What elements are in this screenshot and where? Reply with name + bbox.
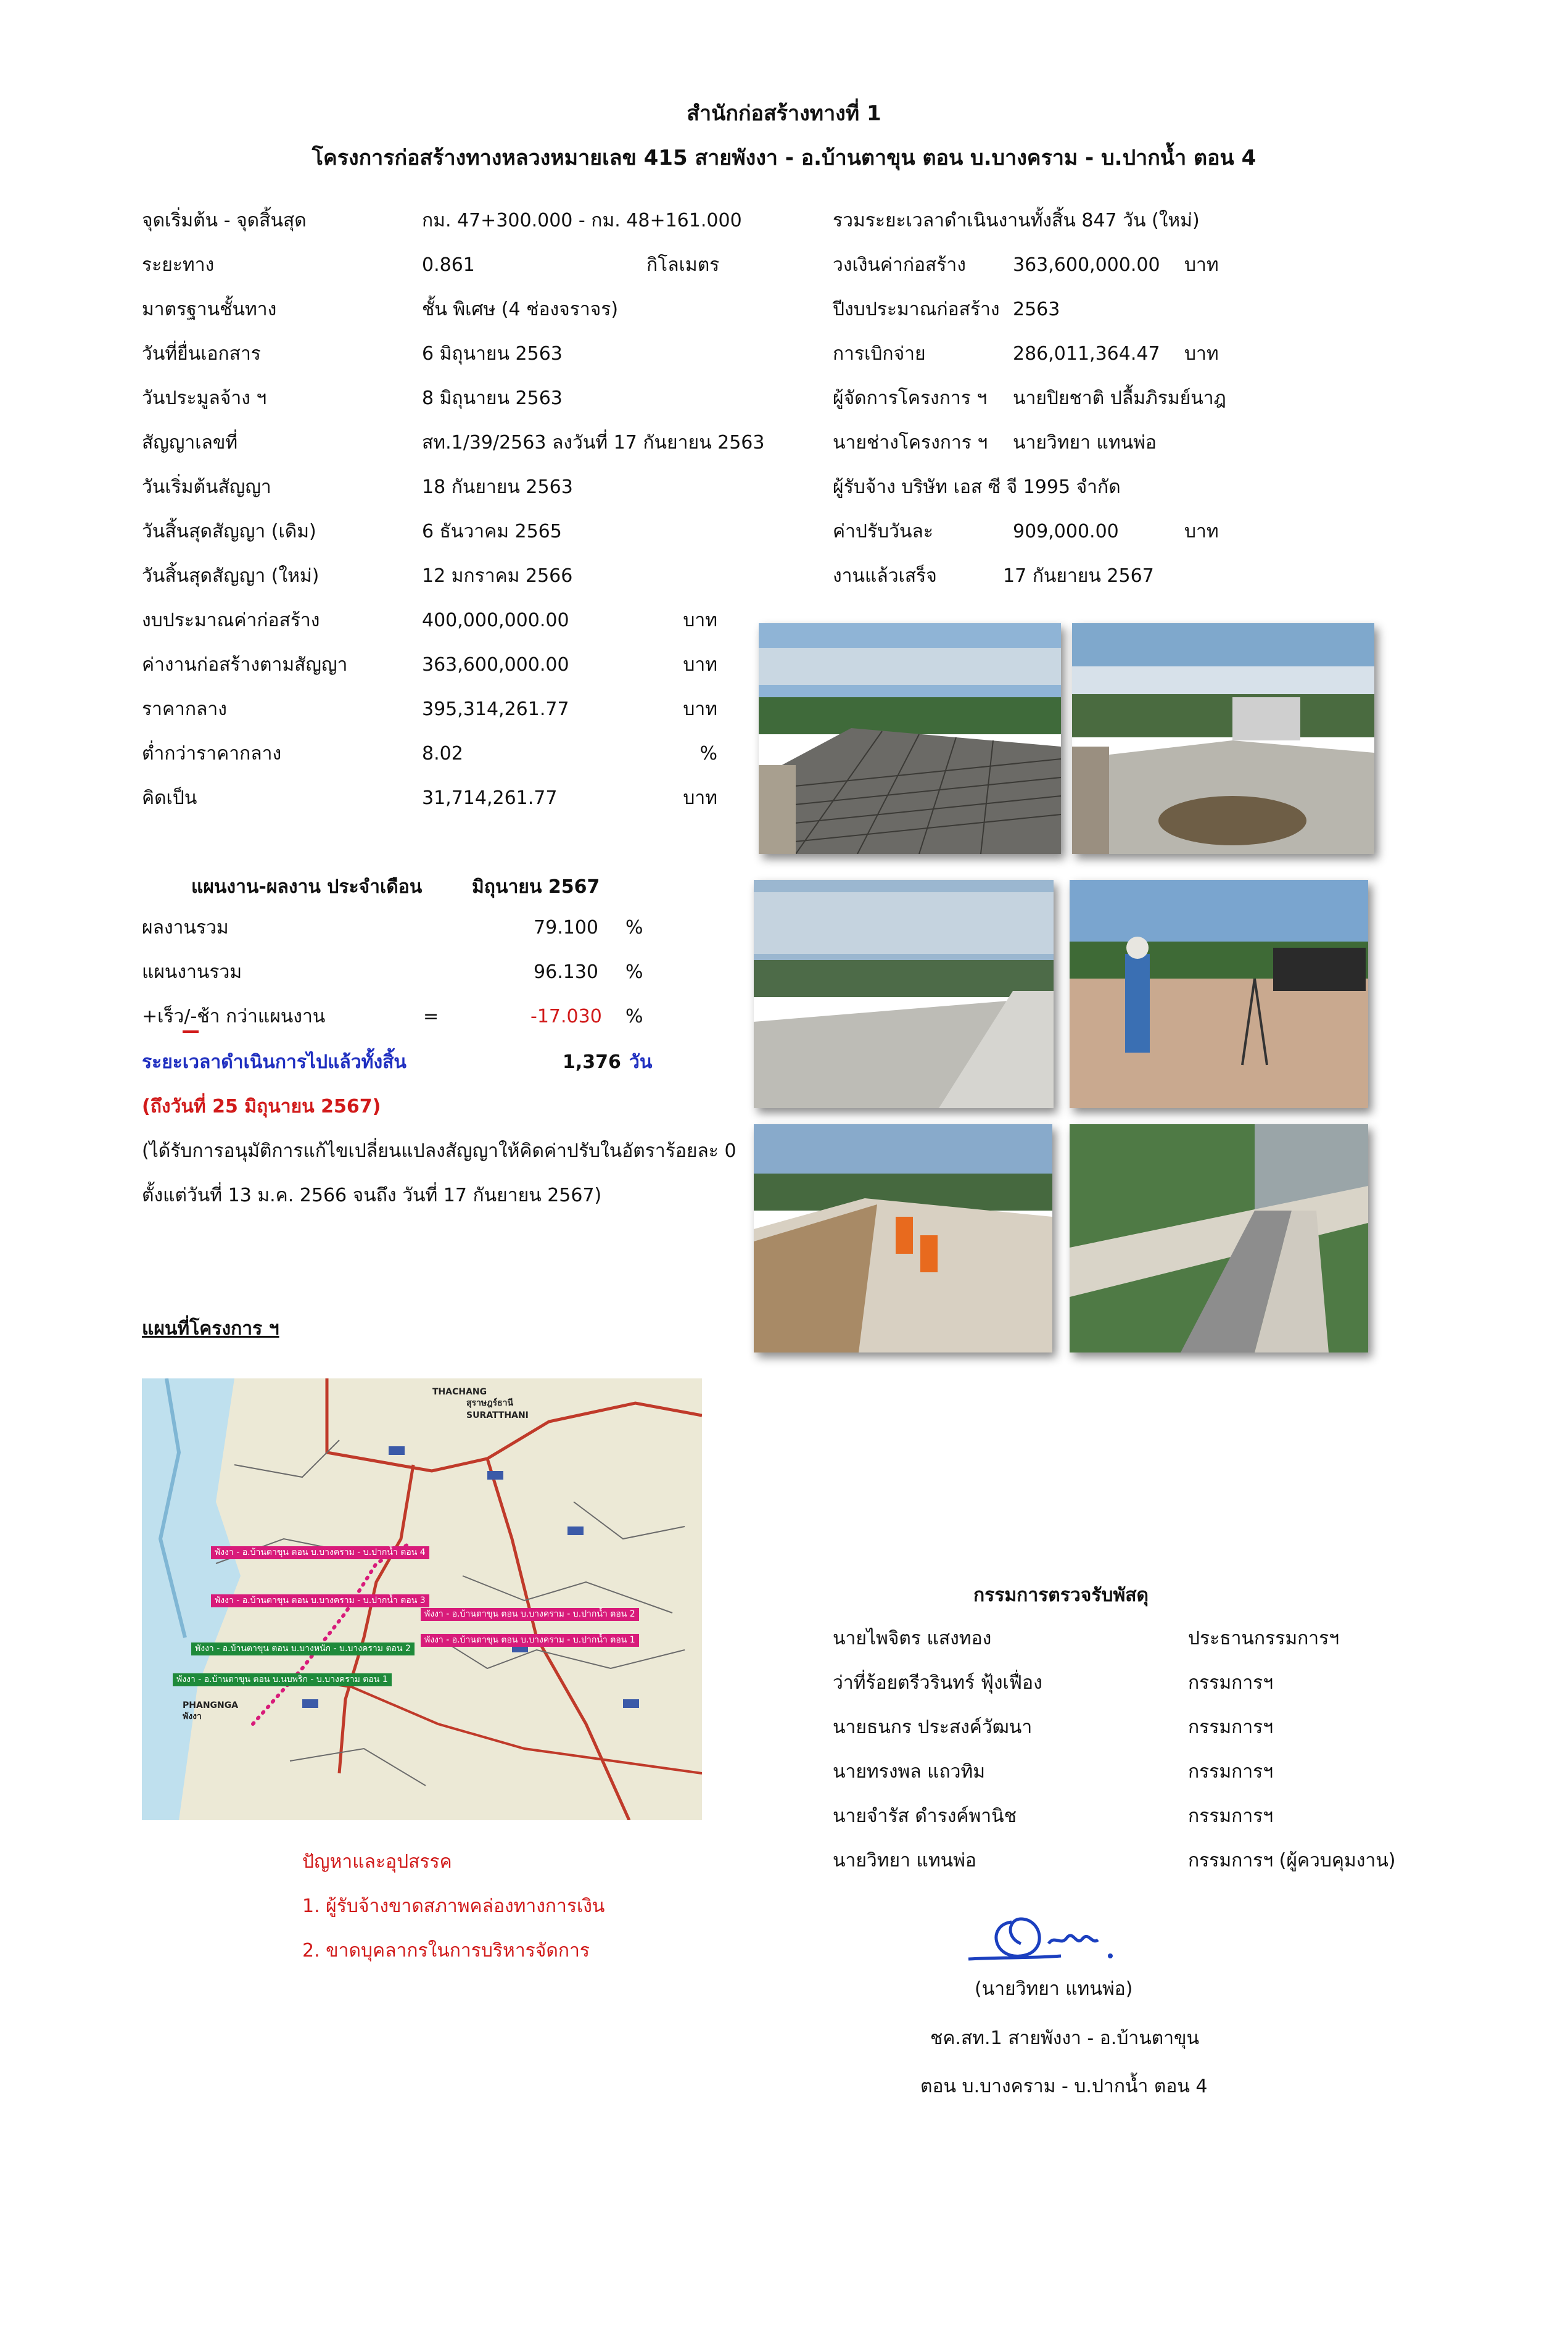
map-place-3: PHANGNGA [183,1700,239,1710]
progress-row-value: 79.100 [534,917,598,938]
committee-member-name: นายจำรัส ดำรงค์พานิช [833,1805,1017,1827]
map-place-0: THACHANG [432,1387,487,1397]
problems-title: ปัญหาและอุปสรรค [302,1851,452,1873]
signature-mark [962,1900,1147,1974]
right-info-unit: บาท [1184,521,1219,542]
project-map [142,1378,702,1820]
left-info-value: 6 ธันวาคม 2565 [422,521,562,542]
right-info-value: 909,000.00 [1013,521,1119,542]
left-info-label: ระยะทาง [142,254,215,276]
progress-row-eq: = [423,1006,439,1027]
left-info-label: คิดเป็น [142,787,197,809]
left-info-label: สัญญาเลขที่ [142,432,238,454]
progress-row-label: แผนงานรวม [142,961,242,983]
left-info-unit: บาท [683,698,717,720]
photo-aerial-view [1070,1124,1368,1352]
map-section-label: พังงา - อ.บ้านตาขุน ตอน บ.บางคราม - บ.ปากน้ำ ตอน 3 [211,1594,429,1607]
left-info-label: วันที่ยื่นเอกสาร [142,343,261,365]
progress-row-unit: % [625,961,643,983]
progress-row-unit: % [625,917,643,938]
left-info-label: ราคากลาง [142,698,227,720]
left-info-label: วันประมูลจ้าง ฯ [142,387,267,409]
slow-underline-mark [183,1030,199,1033]
map-section-label: พังงา - อ.บ้านตาขุน ตอน บ.นบพริก - บ.บางคราม ตอน 1 [173,1673,392,1686]
right-info-value: 2563 [1013,299,1060,320]
map-place-1: สุราษฎร์ธานี [466,1398,514,1408]
committee-title: กรรมการตรวจรับพัสดุ [973,1584,1149,1606]
as-of-date: (ถึงวันที่ 25 มิถุนายน 2567) [142,1096,381,1117]
map-place-4: พังงา [183,1712,202,1721]
right-info-label: ค่าปรับวันละ [833,521,933,542]
right-info-value: 363,600,000.00 [1013,254,1160,276]
right-info-label: นายช่างโครงการ ฯ [833,432,988,454]
left-info-value: 31,714,261.77 [422,787,558,809]
right-info-label: วงเงินค่าก่อสร้าง [833,254,966,276]
elapsed-value: 1,376 [563,1051,621,1073]
committee-member-name: ว่าที่ร้อยตรีวรินทร์ ฟุ้งเฟื่อง [833,1672,1042,1694]
office-title: สำนักก่อสร้างทางที่ 1 [687,101,881,126]
left-info-value: 0.861 [422,254,475,276]
right-info-label: ผู้รับจ้าง บริษัท เอส ซี จี 1995 จำกัด [833,476,1121,498]
photo-finished-deck [754,880,1054,1108]
right-info-value: นายปิยชาติ ปลื้มภิรมย์นาฎ [1013,387,1226,409]
map-section-label: พังงา - อ.บ้านตาขุน ตอน บ.บางคราม - บ.ปากน้ำ ตอน 1 [421,1634,639,1647]
progress-row-label: +เร็ว/-ช้า กว่าแผนงาน [142,1006,326,1027]
elapsed-unit: วัน [629,1051,653,1073]
right-info-label: การเบิกจ่าย [833,343,926,365]
left-info-unit: บาท [683,787,717,809]
right-info-unit: บาท [1184,254,1219,276]
left-info-label: วันสิ้นสุดสัญญา (ใหม่) [142,565,320,587]
committee-member-role: กรรมการฯ (ผู้ควบคุมงาน) [1188,1850,1396,1871]
left-info-value: กม. 47+300.000 - กม. 48+161.000 [422,210,742,231]
committee-member-name: นายไพจิตร แสงทอง [833,1628,992,1649]
right-info-label: ปีงบประมาณก่อสร้าง [833,299,1000,320]
project-title: โครงการก่อสร้างทางหลวงหมายเลข 415 สายพังงา - อ.บ้านตาขุน ตอน บ.บางคราม - บ.ปากน้ำ ตอน 4 [312,146,1256,170]
committee-member-name: นายธนกร ประสงค์วัฒนา [833,1717,1033,1738]
right-info-value: 17 กันยายน 2567 [1003,565,1154,587]
progress-month: มิถุนายน 2567 [472,876,600,898]
left-info-value: 12 มกราคม 2566 [422,565,573,587]
left-info-value: 8.02 [422,743,463,764]
committee-member-role: กรรมการฯ [1188,1672,1274,1694]
note-line-2: ตั้งแต่วันที่ 13 ม.ค. 2566 จนถึง วันที่ 17 กันยายน 2567) [142,1185,602,1206]
left-info-unit: บาท [683,610,717,631]
progress-title: แผนงาน-ผลงาน ประจำเดือน [191,876,423,898]
left-info-value: 8 มิถุนายน 2563 [422,387,563,409]
signature-position-1: ชค.สท.1 สายพังงา - อ.บ้านตาขุน [930,2028,1200,2049]
photo-workers-forming [754,1124,1052,1352]
committee-member-name: นายวิทยา แทนพ่อ [833,1850,976,1871]
left-info-value: สท.1/39/2563 ลงวันที่ 17 กันยายน 2563 [422,432,765,454]
progress-row-label: ผลงานรวม [142,917,229,938]
left-info-label: ต่ำกว่าราคากลาง [142,743,282,764]
right-info-value: 286,011,364.47 [1013,343,1160,365]
committee-member-name: นายทรงพล แถวทิม [833,1761,986,1783]
left-info-value: 18 กันยายน 2563 [422,476,573,498]
progress-row-value: -17.030 [530,1006,602,1027]
committee-member-role: กรรมการฯ [1188,1805,1274,1827]
elapsed-label: ระยะเวลาดำเนินการไปแล้วทั้งสิ้น [142,1051,406,1073]
committee-member-role: กรรมการฯ [1188,1717,1274,1738]
left-info-label: ค่างานก่อสร้างตามสัญญา [142,654,348,676]
right-info-value: นายวิทยา แทนพ่อ [1013,432,1157,454]
left-info-value: 363,600,000.00 [422,654,569,676]
progress-row-value: 96.130 [534,961,598,983]
committee-member-role: กรรมการฯ [1188,1761,1274,1783]
right-info-label: ผู้จัดการโครงการ ฯ [833,387,988,409]
right-info-label: งานแล้วเสร็จ [833,565,937,587]
left-info-label: มาตรฐานชั้นทาง [142,299,277,320]
map-section-label: พังงา - อ.บ้านตาขุน ตอน บ.บางคราม - บ.ปากน้ำ ตอน 2 [421,1608,639,1621]
left-info-unit: % [699,743,717,764]
committee-member-role: ประธานกรรมการฯ [1188,1628,1340,1649]
map-section-label: พังงา - อ.บ้านตาขุน ตอน บ.บางคราม - บ.ปากน้ำ ตอน 4 [211,1546,429,1559]
photo-concrete-pour [1072,623,1374,854]
left-info-unit: บาท [683,654,717,676]
right-info-label: รวมระยะเวลาดำเนินงานทั้งสิ้น 847 วัน (ใหม่) [833,210,1200,231]
photo-surveying [1070,880,1368,1108]
signature-position-2: ตอน บ.บางคราม - บ.ปากน้ำ ตอน 4 [920,2076,1208,2097]
problem-item-2: 2. ขาดบุคลากรในการบริหารจัดการ [302,1940,590,1961]
note-line-1: (ได้รับการอนุมัติการแก้ไขเปลี่ยนแปลงสัญญาให้คิดค่าปรับในอัตราร้อยละ 0 [142,1140,737,1162]
left-info-label: วันสิ้นสุดสัญญา (เดิม) [142,521,316,542]
left-info-value: 6 มิถุนายน 2563 [422,343,563,365]
right-info-unit: บาท [1184,343,1219,365]
left-info-value: ชั้น พิเศษ (4 ช่องจราจร) [422,299,619,320]
signature-name: (นายวิทยา แทนพ่อ) [975,1978,1133,2000]
left-info-label: งบประมาณค่าก่อสร้าง [142,610,320,631]
map-section-label: พังงา - อ.บ้านตาขุน ตอน บ.บางหนัก - บ.บางคราม ตอน 2 [191,1642,415,1655]
photo-rebar-deck [759,623,1061,854]
left-info-value: 400,000,000.00 [422,610,569,631]
left-info-value: 395,314,261.77 [422,698,569,720]
map-place-2: SURATTHANI [466,1410,529,1420]
progress-row-unit: % [625,1006,643,1027]
map-title: แผนที่โครงการ ฯ [142,1318,279,1340]
left-info-label: จุดเริ่มต้น - จุดสิ้นสุด [142,210,307,231]
left-info-label: วันเริ่มต้นสัญญา [142,476,271,498]
problem-item-1: 1. ผู้รับจ้างขาดสภาพคล่องทางการเงิน [302,1895,605,1917]
left-info-unit: กิโลเมตร [646,254,720,276]
